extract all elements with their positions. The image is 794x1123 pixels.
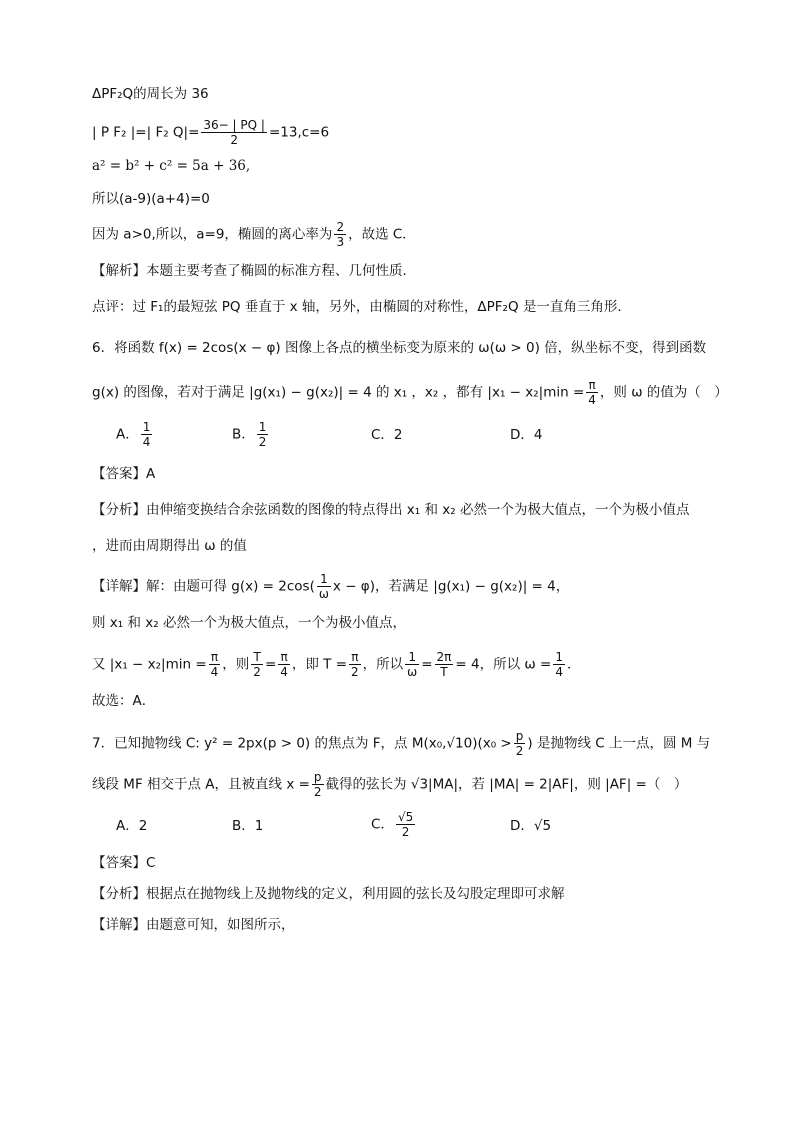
fraction-numerator: 1 <box>405 650 419 665</box>
text-fragment: 线段 MF 相交于点 A，且被直线 x = <box>92 776 310 793</box>
text-fragment: | P F₂ |=| F₂ Q|= <box>92 124 200 141</box>
fraction <box>334 220 346 249</box>
q7-option-d: D．√5 <box>510 818 552 834</box>
fraction-numerator: π <box>586 378 598 393</box>
text-line-analysis-tag: 【解析】本题主要考查了椭圆的标准方程、几何性质． <box>92 263 416 279</box>
text-fragment: ，则 <box>222 656 250 673</box>
q6-detail-line2: 则 x₁ 和 x₂ 必然一个为极大值点，一个为极小值点， <box>92 615 406 631</box>
text-fragment: ． <box>566 656 581 673</box>
fraction <box>278 650 290 679</box>
fraction-numerator: p <box>312 770 324 785</box>
fraction-numerator: p <box>514 729 526 744</box>
fraction-numerator: 1 <box>317 572 331 587</box>
text-fragment: ，所以 <box>362 656 404 673</box>
text-fragment: = <box>421 656 433 673</box>
fraction <box>586 378 598 407</box>
fraction-denominator: 2 <box>351 665 359 679</box>
fraction-numerator: 1 <box>555 650 563 664</box>
text-line-eccentricity <box>92 220 416 249</box>
text-fragment: ) 是抛物线 C 上一点，圆 M 与 <box>527 735 711 752</box>
text-line-comment: 点评：过 F₁的最短弦 PQ 垂直于 x 轴，另外，由椭圆的对称性，ΔPF₂Q 是一直角三角形． <box>92 299 631 315</box>
fraction <box>312 770 324 799</box>
fraction <box>201 118 267 147</box>
fraction <box>435 650 454 679</box>
text-fragment: = <box>264 656 277 673</box>
fraction <box>317 572 331 601</box>
text-fragment: g(x) 的图像，若对于满足 |g(x₁) − g(x₂)| = 4 的 x₁ ，x₂ ，都有 |x₁ − x₂|min = <box>92 384 585 401</box>
text-fragment: 截得的弦长为 √3|MA|，若 |MA| = 2|AF|，则 |AF| =（ ） <box>325 776 688 793</box>
fraction-numerator: 1 <box>142 420 151 434</box>
q7-option-c <box>371 810 417 839</box>
fraction-numerator: π <box>349 650 361 665</box>
fraction-denominator: 4 <box>555 665 563 679</box>
q7-detail: 【详解】由题意可知，如图所示， <box>92 917 295 933</box>
fraction-denominator: 2 <box>313 785 322 799</box>
text-fragment: =13,c=6 <box>268 124 330 141</box>
fraction <box>349 650 361 679</box>
q7-analysis: 【分析】根据点在抛物线上及抛物线的定义，利用圆的弦长及勾股定理即可求解 <box>92 886 565 902</box>
fraction-denominator: 3 <box>336 235 345 249</box>
fraction <box>257 420 269 449</box>
q6-option-b <box>232 420 270 449</box>
text-fragment: = 4，所以 ω = <box>455 656 552 673</box>
q7-stem-line2 <box>92 770 687 799</box>
q6-analysis-line1: 【分析】由伸缩变换结合余弦函数的图像的特点得出 x₁ 和 x₂ 必然一个为极大值点，一个为极小值点 <box>92 502 690 518</box>
text-line-factor: 所以(a-9)(a+4)=0 <box>92 191 210 207</box>
fraction <box>405 650 419 679</box>
q6-option-c: C．2 <box>371 427 403 443</box>
q7-stem-line1 <box>92 729 710 758</box>
fraction-numerator: 2π <box>436 650 452 664</box>
fraction-denominator: 4 <box>210 665 219 679</box>
fraction-denominator: 4 <box>142 435 151 449</box>
q6-detail-line1 <box>92 572 569 601</box>
q7-option-b: B．1 <box>232 818 264 834</box>
text-line-equation: a² = b² + c² = 5a + 36, <box>92 158 251 174</box>
q6-choose: 故选：A． <box>92 693 156 709</box>
option-label: C． <box>371 816 394 833</box>
q6-stem-line1: 6．将函数 f(x) = 2cos(x − φ) 图像上各点的横坐标变为原来的 ω(ω > 0) 倍，纵坐标不变，得到函数 <box>92 340 707 356</box>
fraction-denominator: 2 <box>230 133 238 147</box>
fraction-denominator: T <box>440 665 448 679</box>
text-fragment: ，故选 C． <box>348 226 416 243</box>
fraction-numerator: T <box>251 650 263 665</box>
fraction <box>209 650 221 679</box>
text-fragment: 【详解】解：由题可得 g(x) = 2cos( <box>92 578 315 595</box>
fraction-numerator: 2 <box>336 220 345 234</box>
fraction-numerator: 36− | PQ | <box>203 118 265 132</box>
option-label: B． <box>232 426 255 443</box>
q6-analysis-line2: ，进而由周期得出 ω 的值 <box>92 538 247 554</box>
q6-option-d: D．4 <box>510 427 543 443</box>
fraction-denominator: 2 <box>253 665 261 679</box>
text-fragment: 7．已知抛物线 C: y² = 2px(p > 0) 的焦点为 F，点 M(x₀,√10)(x₀ > <box>92 735 512 752</box>
fraction-numerator: π <box>278 650 290 665</box>
fraction <box>514 729 526 758</box>
fraction-numerator: √5 <box>397 810 414 824</box>
text-fragment: ，即 T = <box>291 656 348 673</box>
q6-answer: 【答案】A <box>92 466 156 482</box>
fraction <box>553 650 565 679</box>
q7-answer: 【答案】C <box>92 855 156 871</box>
q6-detail-line3 <box>92 650 580 679</box>
q6-option-a <box>116 420 154 449</box>
fraction <box>141 420 153 449</box>
text-fragment: 又 |x₁ − x₂|min = <box>92 656 207 673</box>
text-fragment: x − φ)，若满足 |g(x₁) − g(x₂)| = 4， <box>332 578 570 595</box>
fraction-denominator: 2 <box>401 825 410 839</box>
fraction <box>396 810 415 839</box>
fraction-denominator: 2 <box>258 435 267 449</box>
q6-stem-line2 <box>92 378 728 407</box>
fraction-denominator: 4 <box>280 665 288 679</box>
fraction-denominator: 4 <box>588 393 596 407</box>
fraction-denominator: ω <box>318 587 329 601</box>
text-line-perimeter: ΔPF₂Q的周长为 36 <box>92 86 209 102</box>
q7-option-a: A．2 <box>116 818 148 834</box>
fraction-denominator: ω <box>407 665 418 679</box>
fraction-denominator: 2 <box>515 744 524 758</box>
option-label: A． <box>116 426 139 443</box>
text-fragment: ，则 ω 的值为（ ） <box>599 384 728 401</box>
fraction-numerator: π <box>209 650 221 665</box>
fraction <box>251 650 263 679</box>
fraction-numerator: 1 <box>258 420 267 434</box>
text-fragment: 因为 a>0,所以，a=9，椭圆的离心率为 <box>92 226 333 243</box>
text-line-side-lengths <box>92 118 329 147</box>
